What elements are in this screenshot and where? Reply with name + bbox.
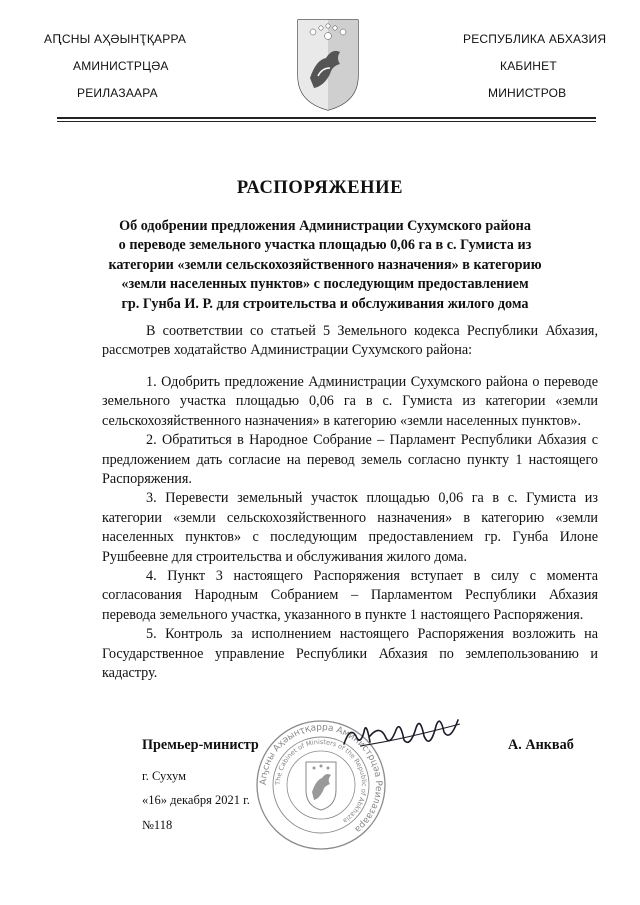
signatory-name: А. Анкваб (508, 737, 574, 753)
seal-outer-text: Аҧсны Аҳәынҭқарра Аминистрцәа Реилазаара (258, 722, 384, 835)
seal-emblem-icon (306, 762, 336, 810)
header-divider-thin (57, 121, 596, 122)
issue-date: «16» декабря 2021 г. (142, 793, 250, 807)
preamble-text: В соответствии со статьей 5 Земельного кодекса Республики Абхазия, рассмотрев ходатайство Администрации Сухумского района: (102, 323, 598, 359)
item-3: 3. Перевести земельный участок площадью 0,06 га в с. Гумиста из категории «земли сельскохозяйственного назначения» в категорию «земли населенных пунктов» с последующим предоставлением гр. Гунба Илоне Рушбеевне для строительства и обслуживания жилого дома. (102, 490, 598, 565)
subject-line-3: категории «земли сельскохозяйственного назначения» в категорию (108, 256, 542, 273)
item-1: 1. Одобрить предложение Администрации Сухумского района о переводе земельного участка площадью 0,06 га в с. Гумиста из категории «земли сельскохозяйственного назначения» в категорию «земли населенных пунктов». (102, 374, 598, 429)
signatory-position: Премьер-министр (142, 737, 259, 753)
header-right-line-2: КАБИНЕТ (500, 59, 557, 73)
items-list (102, 373, 598, 684)
preamble (102, 322, 598, 361)
item-4: 4. Пункт 3 настоящего Распоряжения вступает в силу с момента согласования Народным Собранием – Парламентом Республики Абхазия перевода земельного участка, указанного в пункте 1 настоящего Распоряжения. (102, 568, 598, 623)
header-left-line-3: РЕИЛАЗААРА (77, 86, 158, 100)
header-divider-thick (57, 117, 596, 119)
header-left-line-2: АМИНИСТРЦӘА (73, 59, 169, 73)
header-right-line-3: МИНИСТРОВ (488, 86, 567, 100)
document-number: №118 (142, 818, 173, 832)
coat-of-arms-emblem (296, 18, 360, 112)
header-left-line-1: АԤСНЫ АҲӘЫНҬҚАРРА (44, 32, 187, 46)
subject-line-4: «земли населенных пунктов» с последующим предоставлением (121, 276, 529, 293)
header-right-line-1: РЕСПУБЛИКА АБХАЗИЯ (463, 32, 607, 46)
handwritten-signature (340, 706, 465, 756)
document-title: РАСПОРЯЖЕНИЕ (236, 178, 404, 198)
subject-line-5: гр. Гунба И. Р. для строительства и обслуживания жилого дома (121, 295, 529, 312)
subject-line-2: о переводе земельного участка площадью 0,06 га в с. Гумиста из (118, 237, 532, 254)
item-5: 5. Контроль за исполнением настоящего Распоряжения возложить на Государственное управление Республики Абхазия по землепользованию и кадастру. (102, 626, 598, 682)
seal-inner-text: The Cabinet of Ministers of the Republic of Abkhazia (273, 737, 369, 825)
subject-line-1: Об одобрении предложения Администрации Сухумского района (119, 218, 531, 234)
place-of-issue: г. Сухум (142, 769, 187, 783)
item-2: 2. Обратиться в Народное Собрание – Парламент Республики Абхазия с предложением дать согласие на перевод земель согласно пункту 1 настоящего Распоряжения. (102, 432, 598, 488)
document-subject (90, 217, 560, 314)
